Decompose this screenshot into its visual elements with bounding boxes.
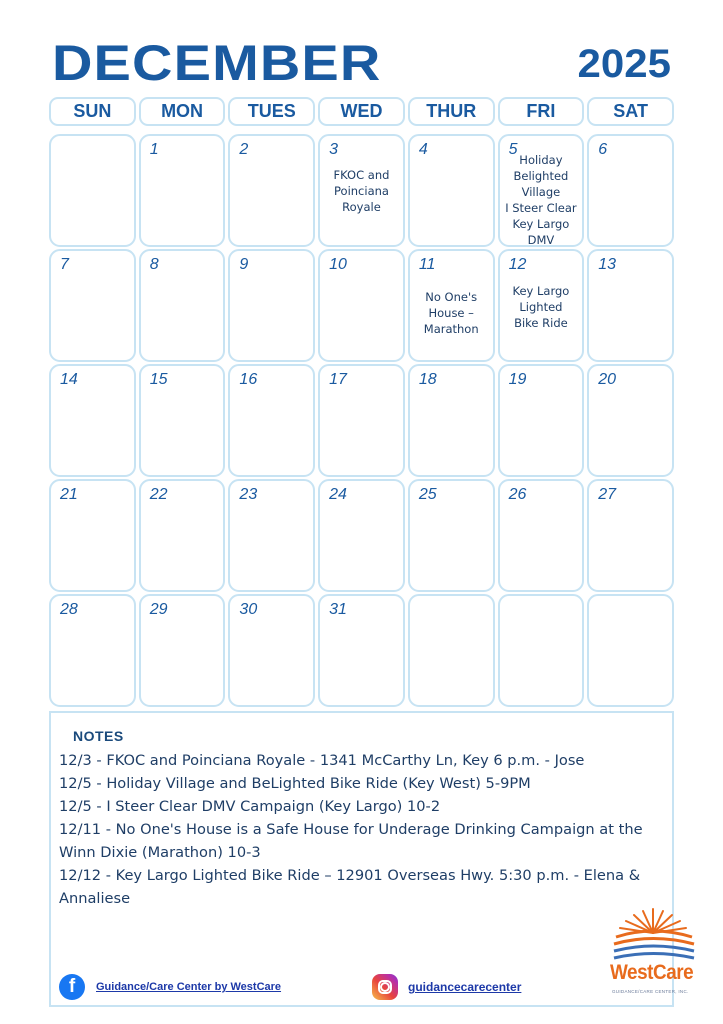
day-number: 1 xyxy=(149,141,159,158)
day-number: 20 xyxy=(598,371,617,388)
day-number: 6 xyxy=(598,141,608,158)
weekday-header-row xyxy=(49,97,674,126)
weekday-tues: TUES xyxy=(228,97,315,126)
calendar-day-cell xyxy=(498,594,585,707)
calendar-day-cell xyxy=(318,249,405,362)
calendar-day-cell xyxy=(587,134,674,247)
day-number: 26 xyxy=(508,486,527,503)
day-number: 21 xyxy=(60,486,78,503)
day-number: 4 xyxy=(418,141,428,158)
day-number: 15 xyxy=(149,371,168,388)
calendar-day-cell xyxy=(139,249,226,362)
calendar-day-cell xyxy=(318,479,405,592)
day-number: 30 xyxy=(239,601,258,618)
calendar-day-cell xyxy=(318,594,405,707)
calendar-day-cell xyxy=(408,594,495,707)
calendar-day-cell xyxy=(318,134,405,247)
day-event: Holiday Belighted Village I Steer Clear Key Largo DMV xyxy=(505,153,577,247)
day-number: 11 xyxy=(418,256,436,273)
day-number: 17 xyxy=(329,371,347,388)
day-number: 28 xyxy=(60,601,78,618)
notes-title: NOTES xyxy=(73,728,124,744)
calendar-day-cell xyxy=(49,364,136,477)
note-item: 12/11 - No One's House is a Safe House for Underage Drinking Campaign at the Winn Dixie (Marathon) 10-3 xyxy=(59,821,643,861)
weekday-sun: SUN xyxy=(49,97,136,126)
calendar-day-cell xyxy=(49,249,136,362)
calendar-day-cell xyxy=(498,364,585,477)
calendar-day-cell xyxy=(408,479,495,592)
calendar-day-cell xyxy=(49,134,136,247)
day-number: 25 xyxy=(418,486,437,503)
calendar-day-cell xyxy=(139,594,226,707)
calendar-day-cell xyxy=(408,134,495,247)
calendar-day-cell xyxy=(228,594,315,707)
facebook-link[interactable]: Guidance/Care Center by WestCare xyxy=(96,981,282,993)
calendar-day-cell xyxy=(228,364,315,477)
calendar-day-cell xyxy=(228,134,315,247)
calendar-day-cell xyxy=(408,364,495,477)
weekday-mon: MON xyxy=(139,97,226,126)
calendar-day-cell xyxy=(228,479,315,592)
calendar-day-cell xyxy=(49,479,136,592)
day-number: 13 xyxy=(598,256,617,273)
note-item: 12/5 - I Steer Clear DMV Campaign (Key Largo) 10-2 xyxy=(59,798,441,815)
instagram-link[interactable]: guidancecarecenter xyxy=(408,980,522,994)
month-title: DECEMBER xyxy=(52,35,382,91)
day-number: 8 xyxy=(149,256,159,273)
day-event: No One's House – Marathon xyxy=(423,290,479,336)
day-number: 10 xyxy=(329,256,347,273)
day-number: 12 xyxy=(508,256,527,273)
notes-list xyxy=(59,749,660,910)
calendar-grid xyxy=(49,134,674,707)
day-number: 27 xyxy=(598,486,617,503)
calendar-day-cell xyxy=(139,479,226,592)
calendar-day-cell xyxy=(318,364,405,477)
calendar-day-cell xyxy=(498,479,585,592)
note-item: 12/12 - Key Largo Lighted Bike Ride – 12901 Overseas Hwy. 5:30 p.m. - Elena & Annaliese xyxy=(59,867,641,907)
weekday-wed: WED xyxy=(318,97,405,126)
day-number: 24 xyxy=(329,486,347,503)
day-number: 5 xyxy=(508,141,518,158)
note-item: 12/5 - Holiday Village and BeLighted Bike Ride (Key West) 5-9PM xyxy=(59,775,531,792)
calendar-day-cell xyxy=(587,479,674,592)
notes-panel xyxy=(49,711,674,1007)
day-number: 18 xyxy=(418,371,437,388)
day-number: 7 xyxy=(60,256,69,273)
day-number: 19 xyxy=(508,371,527,388)
day-number: 31 xyxy=(329,601,347,618)
instagram-icon[interactable] xyxy=(372,974,398,1000)
day-event: FKOC and Poinciana Royale xyxy=(333,168,390,214)
calendar-day-cell xyxy=(139,364,226,477)
calendar-day-cell xyxy=(408,249,495,362)
westcare-logo-subtext: GUIDANCE/CARE CENTER, INC. xyxy=(612,989,689,994)
calendar-day-cell xyxy=(587,249,674,362)
calendar-day-cell xyxy=(49,594,136,707)
day-number: 23 xyxy=(239,486,258,503)
calendar-day-cell xyxy=(498,134,585,247)
day-number: 14 xyxy=(60,371,78,388)
day-number: 3 xyxy=(329,141,339,158)
weekday-fri: FRI xyxy=(498,97,585,126)
day-number: 29 xyxy=(149,601,168,618)
weekday-thur: THUR xyxy=(408,97,495,126)
westcare-logo-text: WestCare xyxy=(610,961,694,984)
year-title: 2025 xyxy=(577,42,671,86)
day-number: 22 xyxy=(149,486,168,503)
note-item: 12/3 - FKOC and Poinciana Royale - 1341 McCarthy Ln, Key 6 p.m. - Jose xyxy=(59,752,585,769)
day-number: 16 xyxy=(239,371,258,388)
westcare-logo xyxy=(608,907,698,1002)
calendar-day-cell xyxy=(139,134,226,247)
calendar-day-cell xyxy=(587,364,674,477)
weekday-sat: SAT xyxy=(587,97,674,126)
facebook-icon[interactable]: f xyxy=(59,974,85,1000)
calendar-day-cell xyxy=(228,249,315,362)
calendar-day-cell xyxy=(587,594,674,707)
calendar-day-cell xyxy=(498,249,585,362)
day-event: Key Largo Lighted Bike Ride xyxy=(512,284,570,330)
day-number: 2 xyxy=(239,141,249,158)
day-number: 9 xyxy=(239,256,249,273)
